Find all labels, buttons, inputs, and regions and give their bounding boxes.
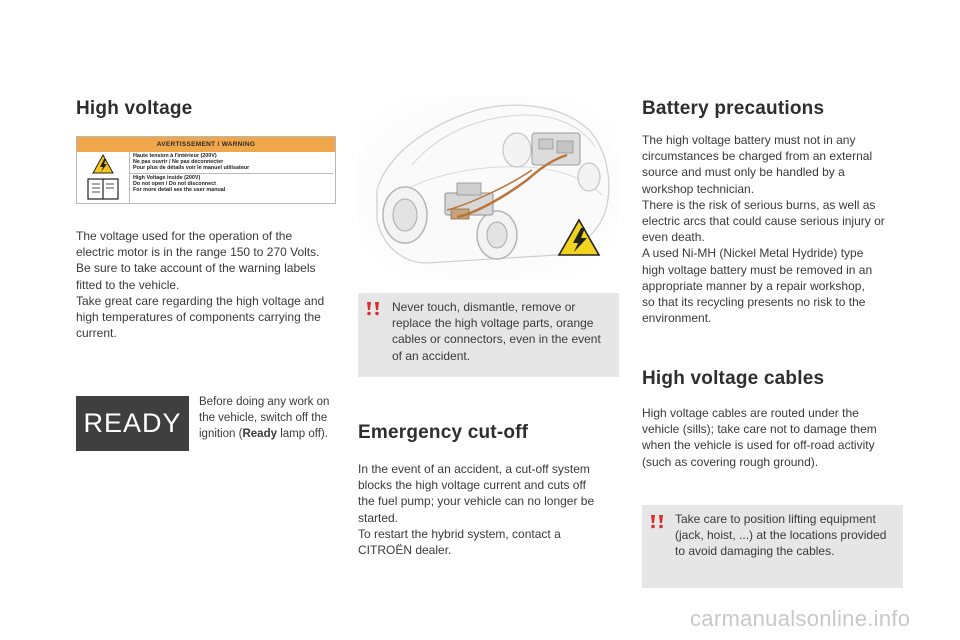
body-line: workshop technician. [642,181,755,196]
ready-badge: READY [76,396,189,451]
warning-label-header: AVERTISSEMENT / WARNING [77,137,335,152]
emergency-title: Emergency cut-off [358,422,529,443]
note-line: to avoid damaging the cables. [675,544,835,559]
label-warning-icon [77,152,129,203]
warning-note-text [392,299,601,364]
label-icons [77,152,130,203]
body-line: blocks the high voltage current and cuts off [358,478,586,493]
body-line: so that its recycling presents no risk to the [642,295,866,310]
body-line: circumstances be charged from an external [642,149,873,164]
high-voltage-body [76,228,346,341]
body-line: vehicle (sills); take care not to damage them [642,422,877,437]
note-line: of an accident. [392,348,471,363]
body-line: The high voltage battery must not in any [642,133,856,147]
body-line: electric motor is in the range 150 to 270 Volts. [76,245,320,260]
body-line: even death. [642,230,705,245]
note-line: Never touch, dismantle, remove or [392,300,576,314]
body-line: Be sure to take account of the warning labels [76,261,316,276]
warning-note-center [358,293,619,377]
label-line: Do not open / Do not disconnect [133,180,216,187]
ready-line-3 [199,426,339,442]
body-line: CITROËN dealer. [358,543,452,558]
label-text [133,153,333,193]
note-line: cables or connectors, even in the event [392,332,601,347]
warning-exclamation-icon [649,515,665,529]
note-line: (jack, hoist, ...) at the locations provided [675,528,887,543]
ready-line: Before doing any work on [199,396,330,408]
label-line: For more detail see the user manual [133,187,226,194]
body-line: To restart the hybrid system, contact a [358,526,561,541]
hybrid-car-illustration [357,95,619,280]
battery-title: Battery precautions [642,98,825,119]
warning-note-right [642,505,903,588]
body-line: A used Ni-MH (Nickel Metal Hydride) type [642,246,864,261]
warning-label-image [76,136,336,204]
body-line: Take great care regarding the high voltage and [76,293,325,308]
body-line: source and must only be handled by a [642,165,845,180]
cables-title: High voltage cables [642,368,825,389]
body-line: the fuel pump; your vehicle can no longer be [358,494,595,509]
warning-exclamation-icon [365,302,381,316]
note-line: Take care to position lifting equipment [675,512,876,526]
watermark: carmanualsonline.info [690,606,911,631]
ready-line-suffix: lamp off). [277,428,328,441]
ready-instructions [199,394,339,443]
label-line: Pour plus de détails voir le manuel utilisateur [133,165,250,172]
body-line: (such as covering rough ground). [642,454,819,469]
body-line: high voltage battery must be removed in an [642,262,873,277]
body-line: High voltage cables are routed under the [642,406,859,420]
body-line: current. [76,326,117,341]
label-line: Ne pas ouvrir / Ne pas déconnecter [133,159,224,166]
emergency-body [358,461,618,558]
body-line: electric arcs that could cause serious injury or [642,214,885,229]
ready-line: the vehicle, switch off the [199,412,328,425]
high-voltage-title: High voltage [76,98,193,119]
body-line: There is the risk of serious burns, as well as [642,197,876,212]
body-line: when the vehicle is used for off-road activity [642,438,875,453]
body-line: fitted to the vehicle. [76,277,180,292]
body-line: environment. [642,311,712,326]
body-line: In the event of an accident, a cut-off system [358,462,590,476]
note-line: replace the high voltage parts, orange [392,316,594,331]
body-line: The voltage used for the operation of the [76,229,293,243]
body-line: started. [358,510,399,525]
body-line: high temperatures of components carrying the [76,310,321,325]
battery-body [642,132,907,326]
warning-note-text [675,511,886,560]
ready-line-prefix: ignition ( [199,428,243,441]
label-line: High Voltage inside (200V) [133,174,201,181]
label-line: Haute tension à l'intérieur (200V) [133,153,217,159]
ready-bold: Ready [242,428,277,441]
cables-body [642,405,907,470]
body-line: appropriate manner by a repair workshop, [642,278,865,293]
